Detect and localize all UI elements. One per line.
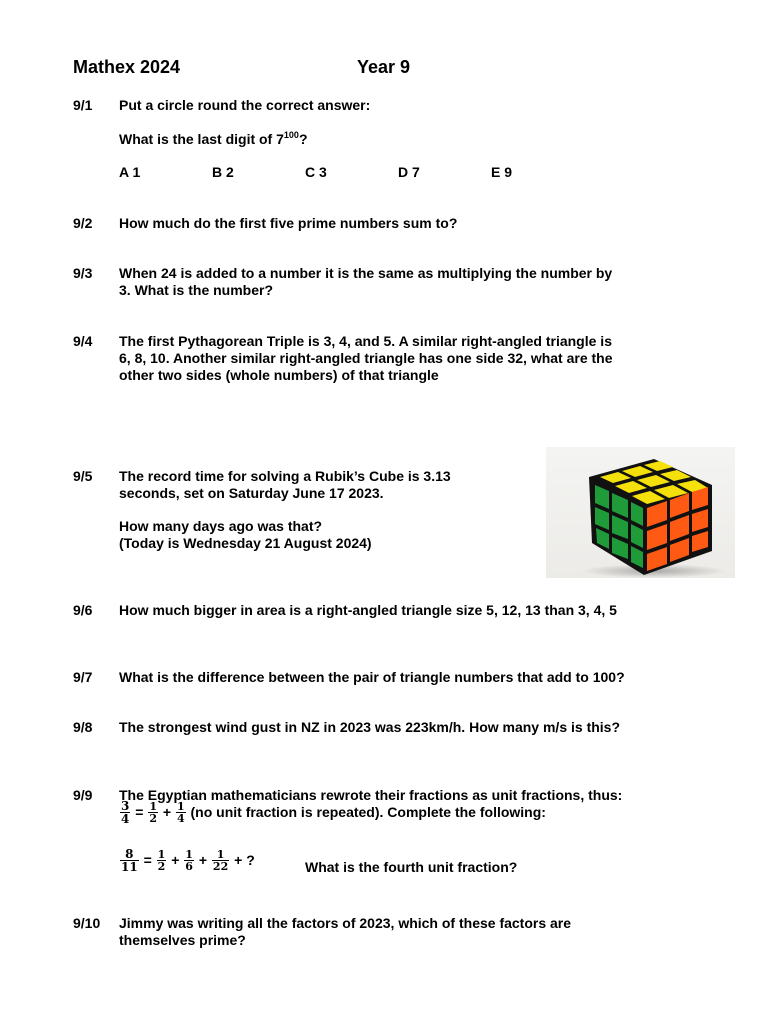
fraction-problem: $\frac{8}{11}$ = $\frac{1}{2}$ + $\frac{1}{6}$ + $\frac{1}{22}$ + ?	[121, 847, 255, 874]
question-text: How much bigger in area is a right-angled triangle size 5, 12, 13 than 3, 4, 5	[119, 602, 617, 618]
question-text-line: other two sides (whole numbers) of that triangle	[119, 367, 439, 383]
question-number: 9/4	[73, 333, 93, 349]
question-prompt: What is the fourth unit fraction?	[305, 859, 518, 875]
question-number: 9/6	[73, 602, 93, 618]
question-number: 9/5	[73, 468, 93, 484]
question-text-line: 3. What is the number?	[119, 282, 274, 298]
fraction: $\frac{1}{22}$	[212, 848, 229, 873]
question-text: How much do the first five prime numbers sum to?	[119, 215, 458, 231]
option-b[interactable]: B 2	[212, 164, 234, 180]
question-number: 9/2	[73, 215, 93, 231]
fraction: $\frac{1}{4}$	[176, 800, 185, 825]
fraction: $\frac{3}{4}$	[121, 799, 130, 826]
question-number: 9/10	[73, 915, 101, 931]
rubiks-cube-image	[546, 447, 735, 578]
question-number: 9/1	[73, 97, 93, 113]
option-d[interactable]: D 7	[398, 164, 420, 180]
question-text: What is the difference between the pair of triangle numbers that add to 100?	[119, 669, 625, 685]
question-number: 9/8	[73, 719, 93, 735]
question-text-line: 6, 8, 10. Another similar right-angled triangle has one side 32, what are the	[119, 350, 613, 366]
option-c[interactable]: C 3	[305, 164, 327, 180]
question-text-line: The Egyptian mathematicians rewrote their fractions as unit fractions, thus:	[119, 787, 623, 803]
question-text: What is the last digit of $7^{100}$?	[119, 130, 308, 147]
question-text-line: The first Pythagorean Triple is 3, 4, and 5. A similar right-angled triangle is	[119, 333, 612, 349]
question-number: 9/3	[73, 265, 93, 281]
question-text-line: (Today is Wednesday 21 August 2024)	[119, 535, 372, 551]
fraction: $\frac{1}{2}$	[149, 800, 157, 825]
fraction: $\frac{1}{6}$	[185, 848, 193, 873]
year-label: Year 9	[357, 57, 411, 77]
fraction: $\frac{8}{11}$	[121, 847, 138, 874]
option-a[interactable]: A 1	[119, 164, 141, 180]
question-number: 9/9	[73, 787, 93, 803]
question-number: 9/7	[73, 669, 93, 685]
fraction: $\frac{1}{2}$	[157, 848, 166, 873]
question-text-line: Jimmy was writing all the factors of 2023, which of these factors are	[119, 915, 572, 931]
question-text-line: themselves prime?	[119, 932, 246, 948]
question-instruction: Put a circle round the correct answer:	[119, 97, 371, 113]
page-title: Mathex 2024	[73, 57, 181, 77]
question-text-line: The record time for solving a Rubik’s Cube is 3.13	[119, 468, 451, 484]
question-text-line: How many days ago was that?	[119, 518, 323, 534]
question-text-line: seconds, set on Saturday June 17 2023.	[119, 485, 384, 501]
question-text: The strongest wind gust in NZ in 2023 was 223km/h. How many m/s is this?	[119, 719, 621, 735]
fraction-example: $\frac{3}{4}$ = $\frac{1}{2}$ + $\frac{1}{4}$ (no unit fraction is repeated). Complete the following:	[121, 799, 546, 826]
question-text-line: When 24 is added to a number it is the same as multiplying the number by	[119, 265, 613, 281]
option-e[interactable]: E 9	[491, 164, 513, 180]
